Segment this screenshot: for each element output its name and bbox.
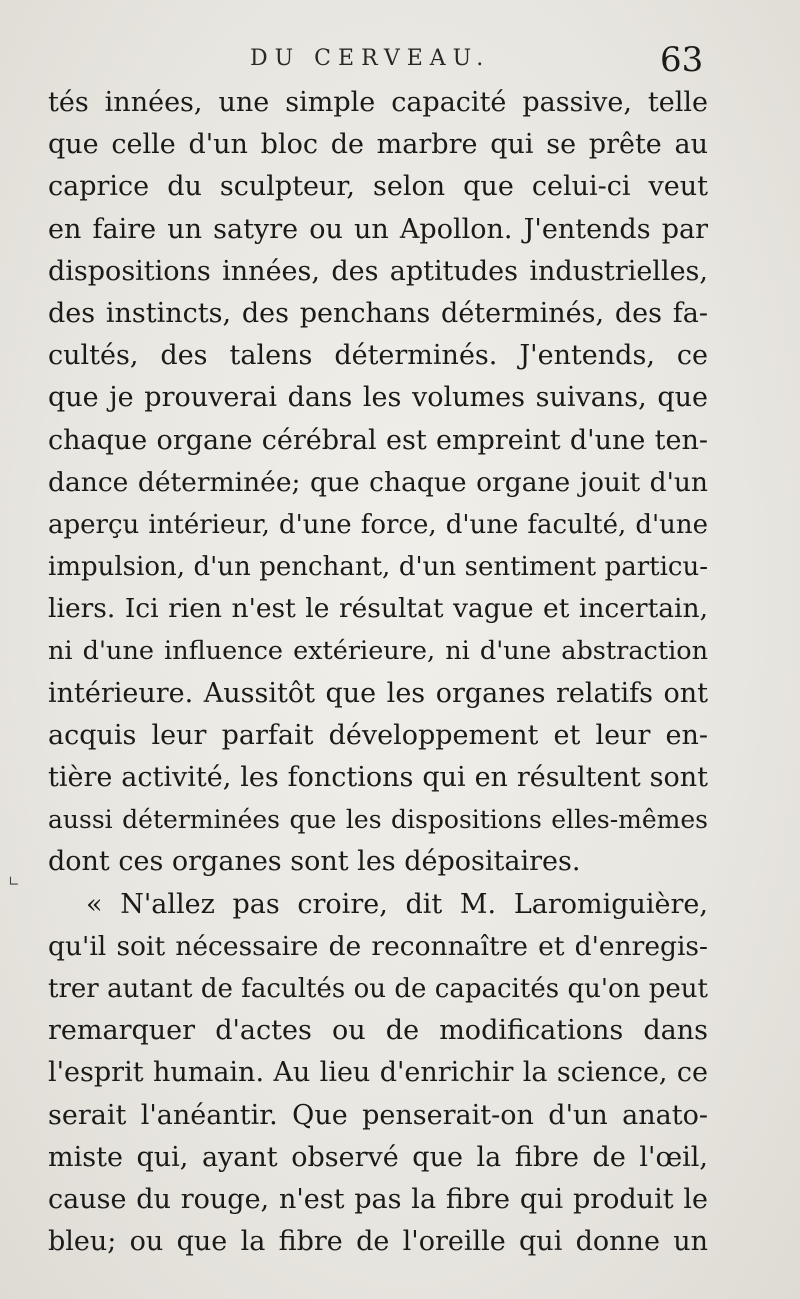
text-line: remarquer d'actes ou de modifications dans [48,1015,708,1047]
text-line: qu'il soit nécessaire de reconnaître et d'enregis- [48,930,708,962]
margin-mark-icon: ∟ [8,874,20,890]
page-number: 63 [660,40,704,80]
text-line: des instincts, des penchans déterminés, des fa- [48,297,708,329]
text-line: que celle d'un bloc de marbre qui se prête au [48,129,708,161]
text-line: aperçu intérieur, d'une force, d'une faculté, d'une [48,509,708,540]
text-line: tés innées, une simple capacité passive, telle [48,87,708,118]
text-line: en faire un satyre ou un Apollon. J'entends par [48,213,708,245]
paragraph-end-line: dont ces organes sont les dépositaires. [48,846,581,878]
text-line: bleu; ou que la fibre de l'oreille qui donne un [48,1226,708,1258]
quote-start-line: « N'allez pas croire, dit M. Laromiguière, [86,888,708,920]
text-line: aussi déterminées que les dispositions elles-mêmes [48,805,708,835]
text-line: ni d'une influence extérieure, ni d'une abstraction [48,636,708,667]
text-line: liers. Ici rien n'est le résultat vague et incertain, [48,593,708,625]
text-line: que je prouverai dans les volumes suivans, que [48,382,708,414]
text-line: serait l'anéantir. Que penserait-on d'un anato- [48,1099,708,1131]
text-line: cause du rouge, n'est pas la fibre qui produit le [48,1183,708,1215]
body-text [48,82,708,1263]
text-line: acquis leur parfait développement et leur en- [48,719,708,751]
text-line: cultés, des talens déterminés. J'entends, ce [48,340,708,372]
text-line: miste qui, ayant observé que la fibre de l'œil, [48,1141,708,1173]
text-line: caprice du sculpteur, selon que celui-ci veut [48,171,708,203]
text-line: impulsion, d'un penchant, d'un sentiment particu- [48,552,708,583]
text-line: chaque organe cérébral est empreint d'une ten- [48,424,708,456]
text-line: trer autant de facultés ou de capacités qu'on peut [48,973,708,1004]
text-line: tière activité, les fonctions qui en résultent sont [48,762,708,793]
text-line: l'esprit humain. Au lieu d'enrichir la science, ce [48,1057,708,1089]
text-line: intérieure. Aussitôt que les organes relatifs ont [48,677,708,709]
text-line: dance déterminée; que chaque organe jouit d'un [48,466,708,498]
running-title: DU CERVEAU. [250,46,491,71]
page-header [0,40,800,84]
text-line: dispositions innées, des aptitudes industrielles, [48,255,708,287]
